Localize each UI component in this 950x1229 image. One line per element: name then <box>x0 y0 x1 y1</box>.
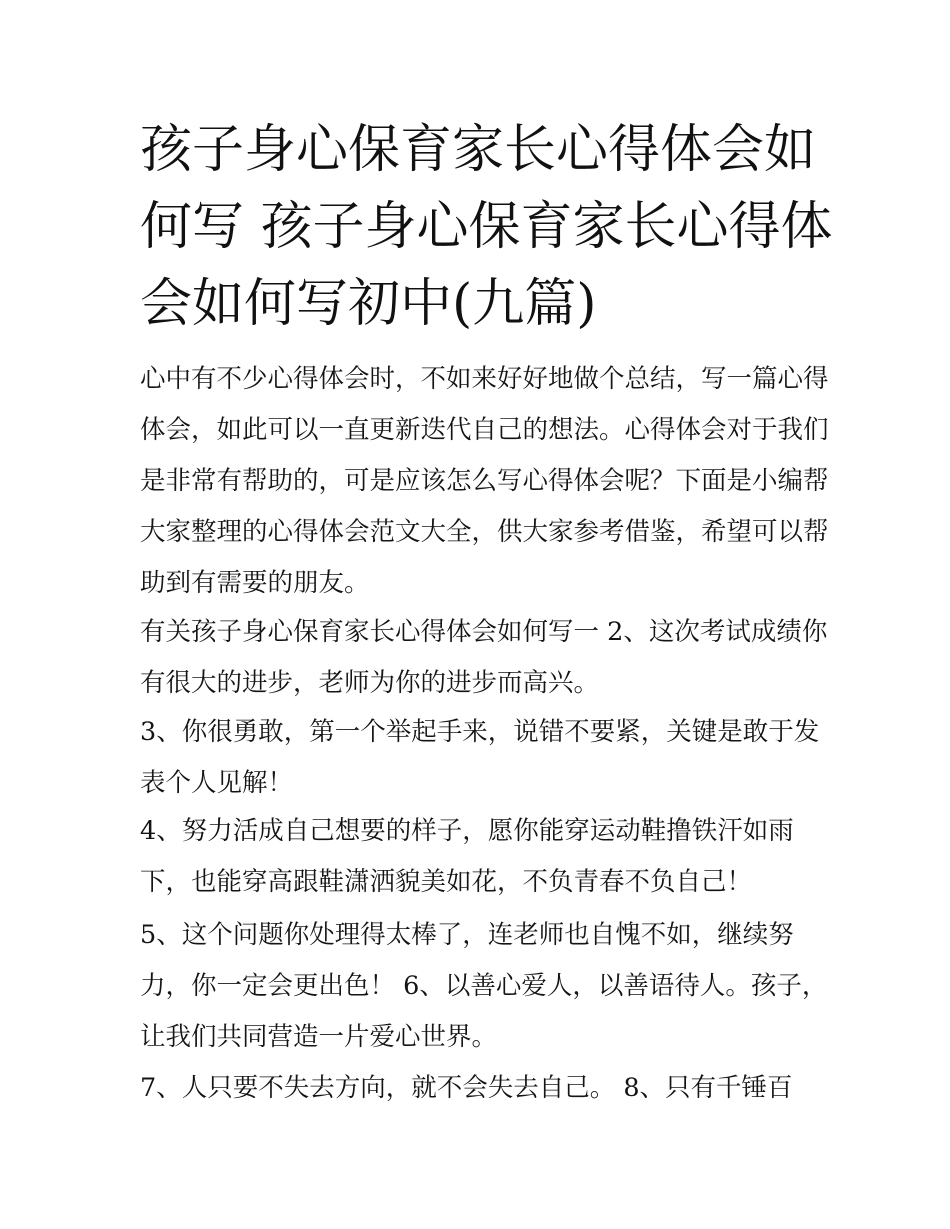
paragraph-line: 5、这个问题你处理得太棒了，连老师也自愧不如，继续努 <box>140 920 794 950</box>
paragraph-line: 助到有需要的朋友。 <box>140 568 370 598</box>
paragraph-line: 7、人只要不失去方向，就不会失去自己。 8、只有千锤百 <box>140 1073 793 1103</box>
paragraph-line: 力，你一定会更出色！ 6、以善心爱人，以善语待人。孩子， <box>140 971 828 1001</box>
paragraph-line: 3、你很勇敢，第一个举起手来，说错不要紧，关键是敢于发 <box>140 717 820 747</box>
document-title <box>140 112 833 343</box>
intro-paragraph <box>140 354 829 609</box>
paragraph-line: 有很大的进步，老师为你的进步而高兴。 <box>140 668 600 698</box>
paragraph-line: 有关孩子身心保育家长心得体会如何写一 2、这次考试成绩你 <box>140 617 828 647</box>
paragraph-line: 4、努力活成自己想要的样子，愿你能穿运动鞋撸铁汗如雨 <box>140 816 794 846</box>
title-line: 何写 孩子身心保育家长心得体 <box>140 197 833 257</box>
paragraph-line: 大家整理的心得体会范文大全，供大家参考借鉴，希望可以帮 <box>140 517 829 547</box>
body-paragraph <box>140 910 828 1063</box>
body-paragraph <box>140 806 820 908</box>
paragraph-line: 表个人见解！ <box>140 768 294 798</box>
paragraph-line: 让我们共同营造一片爱心世界。 <box>140 1022 498 1052</box>
body-paragraph <box>140 607 828 709</box>
paragraph-line: 心中有不少心得体会时，不如来好好地做个总结，写一篇心得 <box>140 364 829 394</box>
paragraph-line: 下，也能穿高跟鞋潇洒貌美如花，不负青春不负自己！ <box>140 867 753 897</box>
title-line: 会如何写初中(九篇) <box>140 274 597 334</box>
paragraph-line: 体会，如此可以一直更新迭代自己的想法。心得体会对于我们 <box>140 415 829 445</box>
title-line: 孩子身心保育家长心得体会如 <box>140 120 817 180</box>
paragraph-line: 是非常有帮助的，可是应该怎么写心得体会呢？下面是小编帮 <box>140 466 829 496</box>
body-paragraph <box>140 1063 820 1114</box>
body-paragraph <box>140 707 820 809</box>
